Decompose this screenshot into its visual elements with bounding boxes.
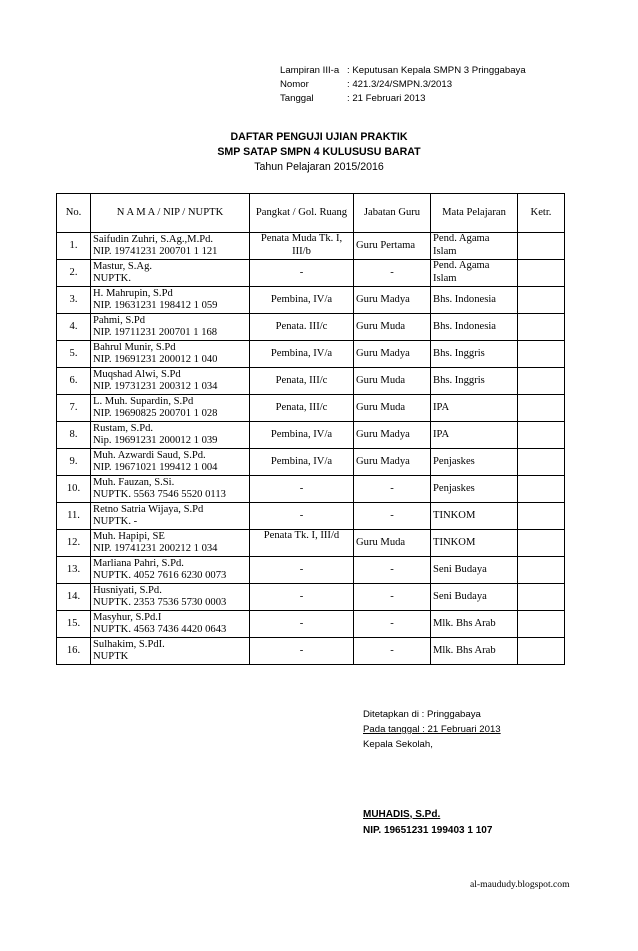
row-identity	[91, 530, 250, 557]
lampiran-label: Lampiran III-a	[280, 65, 340, 76]
row-number: 10.	[57, 476, 91, 503]
column-header-mapel: Mata Pelajaran	[431, 194, 518, 233]
row-id-number: NIP. 19691231 200012 1 040	[93, 354, 218, 365]
row-id-number: NUPTK. 2353 7536 5730 0003	[93, 597, 227, 608]
table-row	[57, 287, 565, 314]
column-header-pangkat: Pangkat / Gol. Ruang	[250, 194, 354, 233]
row-identity	[91, 395, 250, 422]
row-name: Husniyati, S.Pd.	[93, 584, 162, 596]
signer-name: MUHADIS, S.Pd.	[363, 809, 441, 820]
row-id-number: NIP. 19741231 200212 1 034	[93, 543, 218, 554]
row-identity	[91, 233, 250, 260]
row-mapel: Bhs. Inggris	[431, 341, 518, 368]
row-name: Pahmi, S.Pd	[93, 314, 146, 326]
row-id-number: NIP. 19741231 200701 1 121	[93, 246, 218, 257]
row-id-number: NUPTK. 4052 7616 6230 0073	[93, 570, 227, 581]
row-number: 5.	[57, 341, 91, 368]
row-number: 15.	[57, 611, 91, 638]
row-identity	[91, 422, 250, 449]
row-id-number: NIP. 19690825 200701 1 028	[93, 408, 218, 419]
row-jabatan: Guru Pertama	[354, 233, 431, 260]
row-mapel: Mlk. Bhs Arab	[431, 611, 518, 638]
row-jabatan: Guru Madya	[354, 287, 431, 314]
table-row	[57, 260, 565, 287]
row-id-number: Nip. 19691231 200012 1 039	[93, 435, 218, 446]
row-mapel: Penjaskes	[431, 476, 518, 503]
row-pangkat: Pembina, IV/a	[250, 422, 354, 449]
row-jabatan: Guru Muda	[354, 395, 431, 422]
table-row	[57, 314, 565, 341]
row-number: 3.	[57, 287, 91, 314]
row-pangkat: -	[250, 611, 354, 638]
signer-block	[363, 807, 492, 839]
row-mapel: Bhs. Inggris	[431, 368, 518, 395]
row-number: 16.	[57, 638, 91, 665]
row-ketr	[518, 260, 565, 287]
row-id-number: NIP. 19671021 199412 1 004	[93, 462, 218, 473]
table-row	[57, 530, 565, 557]
row-pangkat: Penata Muda Tk. I, III/b	[250, 233, 354, 260]
table-row	[57, 395, 565, 422]
row-ketr	[518, 503, 565, 530]
row-ketr	[518, 233, 565, 260]
row-id-number: NUPTK	[93, 651, 129, 662]
table-row	[57, 449, 565, 476]
nomor-label: Nomor	[280, 79, 309, 90]
row-jabatan: Guru Muda	[354, 368, 431, 395]
signature-role: Kepala Sekolah,	[363, 739, 433, 750]
row-ketr	[518, 341, 565, 368]
row-number: 7.	[57, 395, 91, 422]
row-name: Bahrul Munir, S.Pd	[93, 341, 176, 353]
document-title: DAFTAR PENGUJI UJIAN PRAKTIK	[230, 131, 408, 143]
row-identity	[91, 287, 250, 314]
row-jabatan: -	[354, 260, 431, 287]
row-ketr	[518, 395, 565, 422]
row-name: L. Muh. Supardin, S.Pd	[93, 395, 194, 407]
row-number: 11.	[57, 503, 91, 530]
row-ketr	[518, 287, 565, 314]
row-mapel: IPA	[431, 395, 518, 422]
row-identity	[91, 341, 250, 368]
row-pangkat: -	[250, 503, 354, 530]
row-id-number: NUPTK. 5563 7546 5520 0113	[93, 489, 226, 500]
row-jabatan: Guru Madya	[354, 422, 431, 449]
row-name: Mastur, S.Ag.	[93, 260, 153, 272]
examiner-table	[56, 193, 565, 665]
tanggal-value: : 21 Februari 2013	[347, 93, 426, 104]
row-mapel: TINKOM	[431, 503, 518, 530]
row-name: Marliana Pahri, S.Pd.	[93, 557, 184, 569]
row-id-number: NIP. 19631231 198412 1 059	[93, 300, 218, 311]
row-pangkat: Pembina, IV/a	[250, 341, 354, 368]
table-row	[57, 638, 565, 665]
row-pangkat: -	[250, 260, 354, 287]
table-row	[57, 584, 565, 611]
row-ketr	[518, 422, 565, 449]
row-pangkat: -	[250, 476, 354, 503]
lampiran-value: : Keputusan Kepala SMPN 3 Pringgabaya	[347, 65, 526, 76]
row-number: 8.	[57, 422, 91, 449]
row-identity	[91, 584, 250, 611]
row-jabatan: Guru Muda	[354, 530, 431, 557]
row-id-number: NIP. 19711231 200701 1 168	[93, 327, 218, 338]
table-row	[57, 611, 565, 638]
row-name: Sulhakim, S.PdI.	[93, 638, 165, 650]
row-name: Muh. Fauzan, S.Si.	[93, 476, 175, 488]
row-jabatan: Guru Madya	[354, 341, 431, 368]
row-number: 9.	[57, 449, 91, 476]
table-row	[57, 557, 565, 584]
row-name: Retno Satria Wijaya, S.Pd	[93, 503, 204, 515]
row-ketr	[518, 476, 565, 503]
row-id-number: NIP. 19731231 200312 1 034	[93, 381, 218, 392]
row-number: 2.	[57, 260, 91, 287]
row-name: Masyhur, S.Pd.I	[93, 611, 162, 623]
row-name: Muqshad Alwi, S.Pd	[93, 368, 181, 380]
row-name: Muh. Azwardi Saud, S.Pd.	[93, 449, 206, 461]
row-identity	[91, 557, 250, 584]
row-jabatan: -	[354, 503, 431, 530]
row-identity	[91, 476, 250, 503]
tanggal-row	[280, 92, 526, 106]
row-pangkat: Penata. III/c	[250, 314, 354, 341]
row-mapel: Mlk. Bhs Arab	[431, 638, 518, 665]
row-id-number: NUPTK.	[93, 273, 131, 284]
nomor-row	[280, 78, 526, 92]
table-row	[57, 341, 565, 368]
row-number: 14.	[57, 584, 91, 611]
row-jabatan: Guru Muda	[354, 314, 431, 341]
row-jabatan: Guru Madya	[354, 449, 431, 476]
row-mapel: Bhs. Indonesia	[431, 287, 518, 314]
row-pangkat: Pembina, IV/a	[250, 449, 354, 476]
nomor-value: : 421.3/24/SMPN.3/2013	[347, 79, 453, 90]
row-name: H. Mahrupin, S.Pd	[93, 287, 173, 299]
row-jabatan: -	[354, 611, 431, 638]
row-mapel: Seni Budaya	[431, 557, 518, 584]
row-ketr	[518, 449, 565, 476]
row-name: Muh. Hapipi, SE	[93, 530, 165, 542]
row-pangkat: -	[250, 638, 354, 665]
table-row	[57, 503, 565, 530]
row-pangkat: Pembina, IV/a	[250, 287, 354, 314]
row-identity	[91, 260, 250, 287]
row-mapel: Penjaskes	[431, 449, 518, 476]
signature-place: Ditetapkan di : Pringgabaya	[363, 709, 481, 720]
row-id-number: NUPTK. -	[93, 516, 138, 527]
table-row	[57, 422, 565, 449]
signature-date: Pada tanggal : 21 Februari 2013	[363, 724, 501, 735]
column-header-jabatan: Jabatan Guru	[354, 194, 431, 233]
row-identity	[91, 314, 250, 341]
row-number: 12.	[57, 530, 91, 557]
column-header-no: No.	[57, 194, 91, 233]
table-header-row	[57, 194, 565, 233]
table-row	[57, 476, 565, 503]
row-ketr	[518, 611, 565, 638]
row-ketr	[518, 530, 565, 557]
lampiran-row	[280, 64, 526, 78]
row-ketr	[518, 584, 565, 611]
row-identity	[91, 368, 250, 395]
footer-source: al-maududy.blogspot.com	[470, 879, 570, 890]
row-identity	[91, 638, 250, 665]
row-mapel: Pend. Agama Islam	[431, 260, 518, 287]
row-pangkat: Penata, III/c	[250, 368, 354, 395]
academic-year: Tahun Pelajaran 2015/2016	[254, 161, 384, 173]
row-mapel: TINKOM	[431, 530, 518, 557]
row-mapel: Seni Budaya	[431, 584, 518, 611]
row-mapel: IPA	[431, 422, 518, 449]
row-name: Saifudin Zuhri, S.Ag.,M.Pd.	[93, 233, 214, 245]
table-row	[57, 233, 565, 260]
row-pangkat: -	[250, 557, 354, 584]
row-pangkat: -	[250, 584, 354, 611]
column-header-ketr: Ketr.	[518, 194, 565, 233]
row-jabatan: -	[354, 476, 431, 503]
row-jabatan: -	[354, 638, 431, 665]
row-ketr	[518, 368, 565, 395]
row-number: 1.	[57, 233, 91, 260]
row-mapel: Bhs. Indonesia	[431, 314, 518, 341]
row-jabatan: -	[354, 584, 431, 611]
row-jabatan: -	[354, 557, 431, 584]
tanggal-label: Tanggal	[280, 93, 314, 104]
row-id-number: NUPTK. 4563 7436 4420 0643	[93, 624, 227, 635]
row-pangkat: Penata, III/c	[250, 395, 354, 422]
row-ketr	[518, 557, 565, 584]
row-identity	[91, 503, 250, 530]
signer-nip: NIP. 19651231 199403 1 107	[363, 825, 493, 836]
row-ketr	[518, 314, 565, 341]
row-number: 6.	[57, 368, 91, 395]
row-mapel: Pend. Agama Islam	[431, 233, 518, 260]
attachment-header	[280, 64, 526, 106]
row-number: 13.	[57, 557, 91, 584]
signature-block	[363, 707, 501, 752]
row-identity	[91, 449, 250, 476]
row-pangkat: Penata Tk. I, III/d	[250, 530, 354, 557]
row-ketr	[518, 638, 565, 665]
school-name: SMP SATAP SMPN 4 KULUSUSU BARAT	[217, 146, 421, 158]
column-header-name: N A M A / NIP / NUPTK	[91, 194, 250, 233]
table-row	[57, 368, 565, 395]
row-number: 4.	[57, 314, 91, 341]
row-name: Rustam, S.Pd.	[93, 422, 154, 434]
row-identity	[91, 611, 250, 638]
